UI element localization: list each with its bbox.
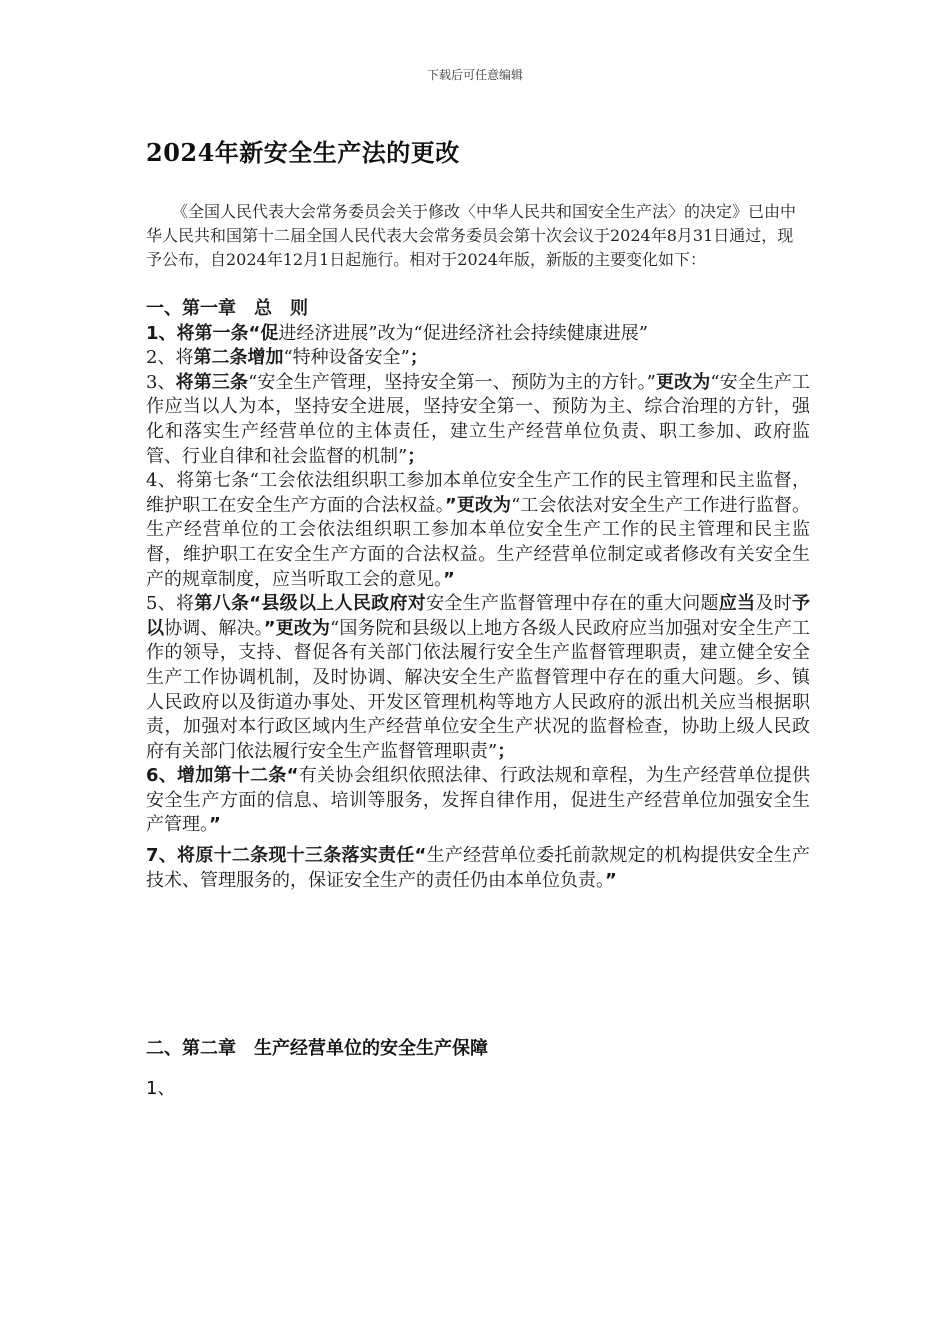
amendment-item-7: 7、将原十二条现十三条落实责任“生产经营单位委托前款规定的机构提供安全生产技术、管理服务的，保证安全生产的责任仍由本单位负责。” bbox=[146, 845, 810, 891]
section-1-body bbox=[146, 297, 810, 893]
intro-paragraph: 《全国人民代表大会常务委员会关于修改〈中华人民共和国安全生产法〉的决定》已由中华人民共和国第十二届全国人民代表大会常务委员会第十次会议于2024年8月31日通过，现予公布，自2024年12月1日起施行。相对于2024年版，新版的主要变化如下： bbox=[146, 202, 797, 269]
page-header-note: 下载后可任意编辑 bbox=[426, 68, 523, 82]
amendment-item-1: 1、将第一条“促进经济进展”改为“促进经济社会持续健康进展” bbox=[146, 322, 648, 344]
document-title: 2024年新安全生产法的更改 bbox=[146, 138, 460, 167]
amendment-item-3: 3、将第三条“安全生产管理，坚持安全第一、预防为主的方针。”更改为“安全生产工作应当以人为本，坚持安全进展，坚持安全第一、预防为主、综合治理的方针，强化和落实生产经营单位的主体责任，建立生产经营单位负责、职工参加、政府监管、行业自律和社会监督的机制”； bbox=[146, 371, 811, 467]
amendment-item-5: 5、将第八条“县级以上人民政府对安全生产监督管理中存在的重大问题应当及时予以协调、解决。”更改为“国务院和县级以上地方各级人民政府应当加强对安全生产工作的领导，支持、督促各有关部门依法履行安全生产监督管理职责，建立健全安全生产工作协调机制，及时协调、解决安全生产监督管理中存在的重大问题。乡、镇人民政府以及街道办事处、开发区管理机构等地方人民政府的派出机关应当根据职责，加强对本行政区域内生产经营单位安全生产状况的监督检查，协助上级人民政府有关部门依法履行安全生产监督管理职责”； bbox=[146, 593, 811, 762]
amendment-item-2: 2、将第二条增加“特种设备安全”； bbox=[146, 347, 428, 369]
section-2-item-1: 1、 bbox=[146, 1078, 176, 1099]
section-1-heading: 一、第一章 总 则 bbox=[146, 298, 308, 319]
amendment-item-4: 4、将第七条“工会依法组织职工参加本单位安全生产工作的民主管理和民主监督，维护职工在安全生产方面的合法权益。”更改为“工会依法对安全生产工作进行监督。生产经营单位的工会依法组织职工参加本单位安全生产工作的民主管理和民主监督，维护职工在安全生产方面的合法权益。生产经营单位制定或者修改有关安全生产的规章制度，应当听取工会的意见。” bbox=[146, 470, 811, 590]
amendment-item-6: 6、增加第十二条“有关协会组织依照法律、行政法规和章程，为生产经营单位提供安全生产方面的信息、培训等服务，发挥自律作用，促进生产经营单位加强安全生产管理。” bbox=[146, 765, 810, 836]
section-2-heading: 二、第二章 生产经营单位的安全生产保障 bbox=[146, 1038, 488, 1059]
